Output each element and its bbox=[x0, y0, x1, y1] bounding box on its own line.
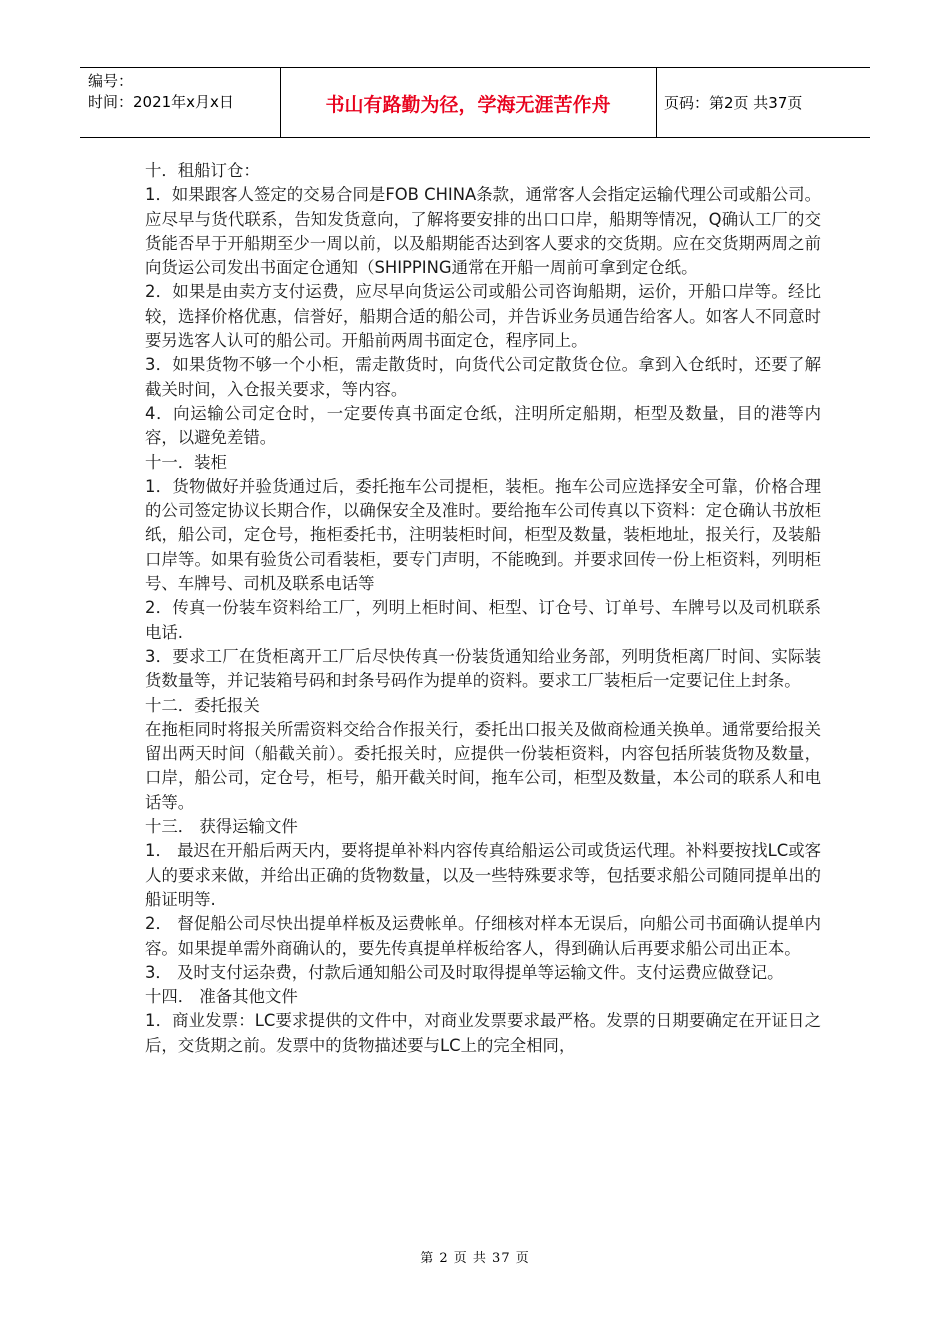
footer-page-number: 第 2 页 共 37 页 bbox=[420, 1251, 530, 1266]
paragraph: 在拖柜同时将报关所需资料交给合作报关行，委托出口报关及做商检通关换单。通常要给报关留出两天时间（船截关前）。委托报关时，应提供一份装柜资料，内容包括所装货物及数量，口岸，船公司，定仓号，柜号，船开截关时间，拖车公司，柜型及数量，本公司的联系人和电话等。 bbox=[145, 719, 821, 812]
paragraph: 2．如果是由卖方支付运费，应尽早向货运公司或船公司咨询船期，运价，开船口岸等。经比较，选择价格优惠，信誉好，船期合适的船公司，并告诉业务员通告给客人。如客人不同意时要另选客人认可的船公司。开船前两周书面定仓，程序同上。 bbox=[145, 282, 821, 351]
header-number-label: 编号： bbox=[88, 72, 134, 90]
header-motto: 书山有路勤为径，学海无涯苦作舟 bbox=[325, 94, 611, 116]
paragraph: 十二．委托报关 bbox=[145, 695, 260, 715]
paragraph: 十三． 获得运输文件 bbox=[145, 817, 298, 837]
paragraph: 十一．装柜 bbox=[145, 452, 227, 472]
paragraph: 3．如果货物不够一个小柜，需走散货时，向货代公司定散货仓位。拿到入仓纸时，还要了解截关时间，入仓报关要求，等内容。 bbox=[145, 355, 821, 399]
paragraph: 2． 督促船公司尽快出提单样板及运费帐单。仔细核对样本无误后，向船公司书面确认提单内容。如果提单需外商确认的，要先传真提单样板给客人，得到确认后再要求船公司出正本。 bbox=[145, 914, 821, 958]
paragraph: 1．商业发票：LC要求提供的文件中，对商业发票要求最严格。发票的日期要确定在开证日之后，交货期之前。发票中的货物描述要与LC上的完全相同， bbox=[145, 1011, 821, 1055]
document-body bbox=[145, 159, 821, 1058]
paragraph: 2．传真一份装车资料给工厂，列明上柜时间、柜型、订仓号、订单号、车牌号以及司机联系电话. bbox=[145, 598, 821, 642]
header-page-label: 页码：第2页 共37页 bbox=[664, 94, 803, 112]
paragraph: 1． 最迟在开船后两天内，要将提单补料内容传真给船运公司或货运代理。补料要按找LC或客人的要求来做，并给出正确的货物数量，以及一些特殊要求等，包括要求船公司随同提单出的船证明等. bbox=[145, 841, 821, 909]
paragraph: 1．货物做好并验货通过后，委托拖车公司提柜，装柜。拖车公司应选择安全可靠，价格合理的公司签定协议长期合作，以确保安全及准时。要给拖车公司传真以下资料：定仓确认书放柜纸，船公司，定仓号，拖柜委托书，注明装柜时间，柜型及数量，装柜地址，报关行，及装船口岸等。如果有验货公司看装柜，要专门声明，不能晚到。并要求回传一份上柜资料，列明柜号、车牌号、司机及联系电话等 bbox=[145, 476, 821, 594]
paragraph: 1．如果跟客人签定的交易合同是FOB CHINA条款，通常客人会指定运输代理公司或船公司。应尽早与货代联系，告知发货意向，了解将要安排的出口口岸，船期等情况，Q确认工厂的交货能否早于开船期至少一周以前，以及船期能否达到客人要求的交货期。应在交货期两周之前向货运公司发出书面定仓通知（SHIPPING通常在开船一周前可拿到定仓纸。 bbox=[145, 185, 821, 278]
paragraph: 4．向运输公司定仓时，一定要传真书面定仓纸，注明所定船期，柜型及数量，目的港等内容，以避免差错。 bbox=[145, 403, 821, 448]
paragraph: 十．租船订仓： bbox=[145, 161, 260, 180]
paragraph: 3．要求工厂在货柜离开工厂后尽快传真一份装货通知给业务部，列明货柜离厂时间、实际装货数量等，并记装箱号码和封条号码作为提单的资料。要求工厂装柜后一定要记住上封条。 bbox=[145, 646, 821, 691]
header-divider-left bbox=[280, 68, 281, 137]
page-footer bbox=[0, 1247, 950, 1266]
header-divider-right bbox=[656, 68, 657, 137]
paragraph: 3． 及时支付运杂费，付款后通知船公司及时取得提单等运输文件。支付运费应做登记。 bbox=[145, 962, 784, 982]
header-time-label: 时间：2021年x月x日 bbox=[88, 93, 234, 111]
paragraph: 十四． 准备其他文件 bbox=[145, 987, 298, 1007]
header-rule-bottom bbox=[80, 137, 870, 138]
header-rule-top bbox=[80, 67, 870, 68]
header-left-info bbox=[88, 71, 234, 113]
